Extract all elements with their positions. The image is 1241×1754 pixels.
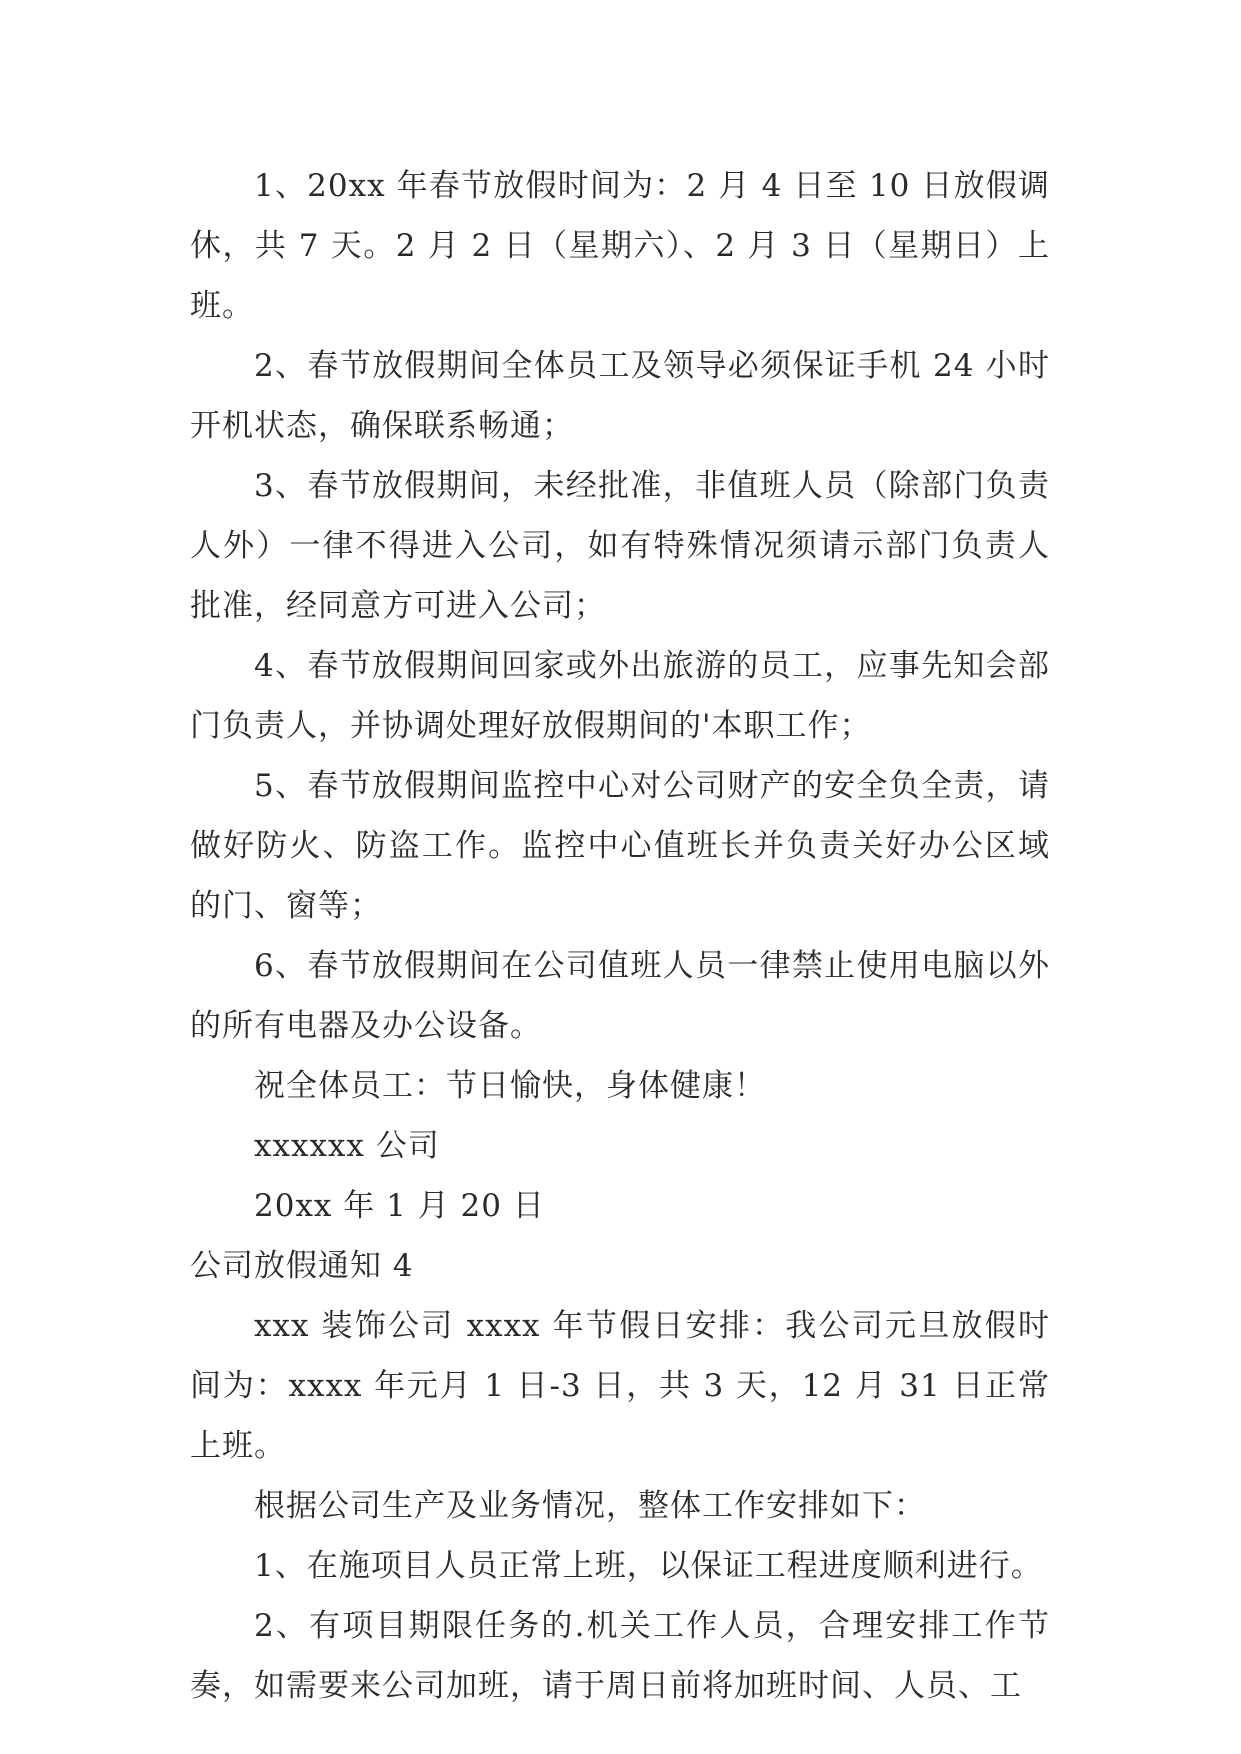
paragraph-work-item-2: 2、有项目期限任务的.机关工作人员，合理安排工作节奏，如需要来公司加班，请于周日前将加班时间、人员、工 (190, 1608, 1050, 1704)
paragraph-travel-notice: 4、春节放假期间回家或外出旅游的员工，应事先知会部门负责人，并协调处理好放假期间的'本职工作； (190, 648, 1050, 744)
paragraph-work-item-1: 1、在施项目人员正常上班，以保证工程进度顺利进行。 (254, 1548, 1043, 1584)
signature-company: xxxxxx 公司 (254, 1128, 440, 1164)
paragraph-holiday-schedule: 1、20xx 年春节放假时间为：2 月 4 日至 10 日放假调休，共 7 天。2 月 2 日（星期六）、2 月 3 日（星期日）上班。 (190, 168, 1050, 324)
document-body (190, 156, 1050, 1716)
paragraph-equipment-ban: 6、春节放假期间在公司值班人员一律禁止使用电脑以外的所有电器及办公设备。 (190, 948, 1050, 1044)
paragraph-work-intro: 根据公司生产及业务情况，整体工作安排如下： (254, 1488, 926, 1524)
paragraph-security-duty: 5、春节放假期间监控中心对公司财产的安全负全责，请做好防火、防盗工作。监控中心值班长并负责关好办公区域的门、窗等； (190, 768, 1050, 924)
section-heading: 公司放假通知 4 (190, 1248, 414, 1284)
paragraph-new-year-arrangement: xxx 装饰公司 xxxx 年节假日安排：我公司元旦放假时间为：xxxx 年元月 1 日-3 日，共 3 天，12 月 31 日正常上班。 (190, 1308, 1050, 1464)
paragraph-greeting: 祝全体员工：节日愉快，身体健康！ (254, 1068, 766, 1104)
paragraph-entry-restriction: 3、春节放假期间，未经批准，非值班人员（除部门负责人外）一律不得进入公司，如有特殊情况须请示部门负责人批准，经同意方可进入公司； (190, 468, 1050, 624)
paragraph-phone-requirement: 2、春节放假期间全体员工及领导必须保证手机 24 小时开机状态，确保联系畅通； (190, 348, 1050, 444)
signature-date: 20xx 年 1 月 20 日 (254, 1188, 545, 1224)
